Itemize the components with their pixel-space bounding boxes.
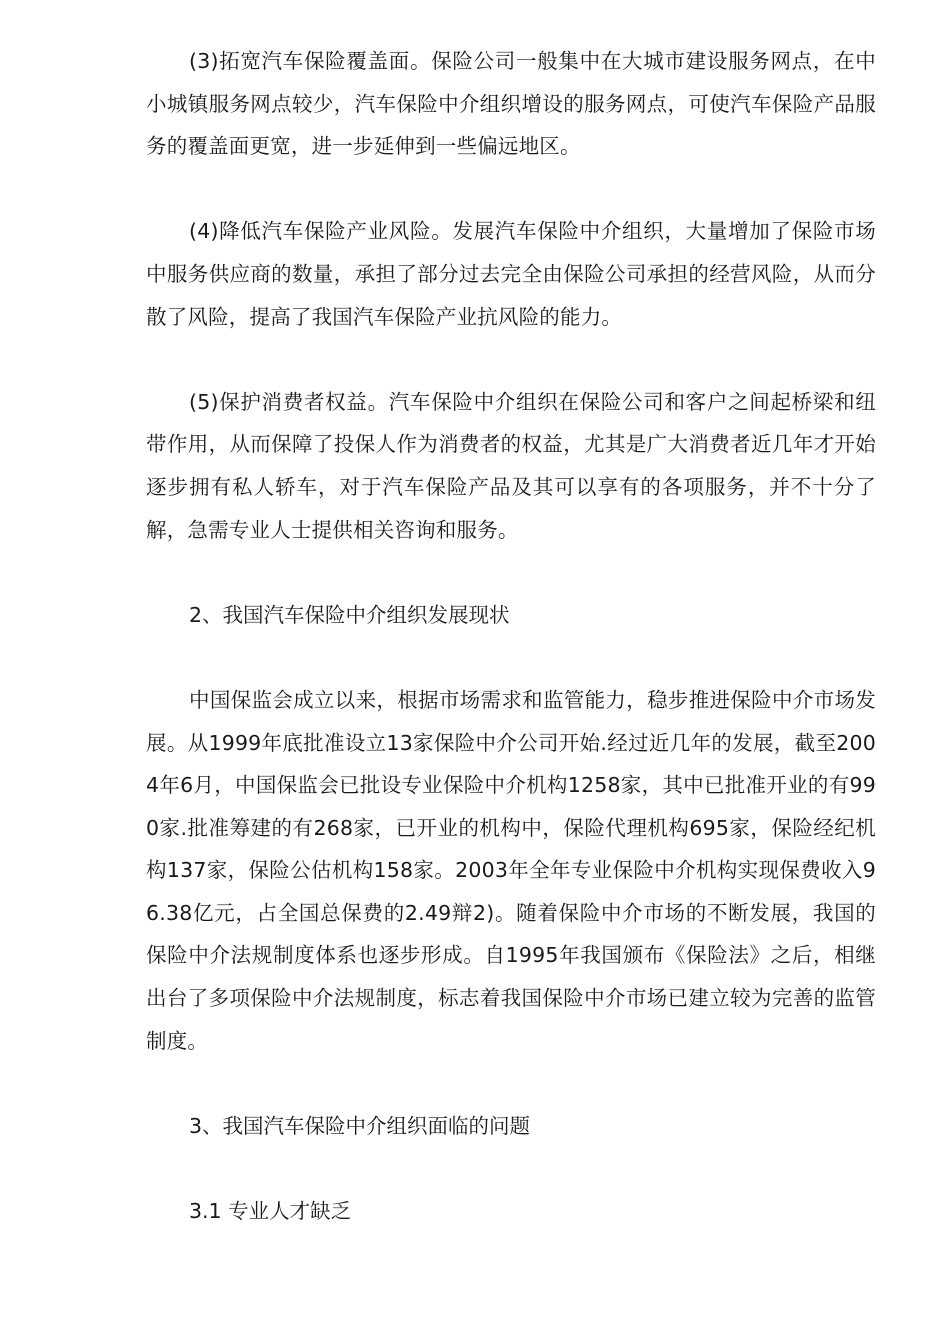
paragraph-consumer-rights: (5)保护消费者权益。汽车保险中介组织在保险公司和客户之间起桥梁和纽带作用，从而保障了投保人作为消费者的权益，尤其是广大消费者近几年才开始逐步拥有私人轿车，对于汽车保险产品及其可以享有的各项服务，并不十分了解，急需专业人士提供相关咨询和服务。: [146, 389, 876, 542]
paragraph-gap: [146, 168, 876, 211]
paragraph-risk: (4)降低汽车保险产业风险。发展汽车保险中介组织，大量增加了保险市场中服务供应商的数量，承担了部分过去完全由保险公司承担的经营风险，从而分散了风险，提高了我国汽车保险产业抗风险的能力。: [146, 219, 876, 329]
paragraph-gap: [146, 551, 876, 594]
section-heading-2: 2、我国汽车保险中介组织发展现状: [189, 602, 510, 627]
paragraph-gap: [146, 1147, 876, 1190]
paragraph-gap: [146, 1062, 876, 1105]
document-page: [146, 40, 876, 1233]
paragraph-development-status: 中国保监会成立以来，根据市场需求和监管能力，稳步推进保险中介市场发展。从1999年底批准设立13家保险中介公司开始.经过近几年的发展，截至2004年6月，中国保监会已批设专业保险中介机构1258家，其中已批准开业的有990家.批准筹建的有268家，已开业的机构中，保险代理机构695家，保险经纪机构137家，保险公估机构158家。2003年全年专业保险中介机构实现保费收入96.38亿元，占全国总保费的2.49辩2)。随着保险中介市场的不断发展，我国的保险中介法规制度体系也逐步形成。自1995年我国颁布《保险法》之后，相继出台了多项保险中介法规制度，标志着我国保险中介市场已建立较为完善的监管制度。: [146, 687, 876, 1053]
paragraph-gap: [146, 338, 876, 381]
subsection-heading-3-1: 3.1 专业人才缺乏: [189, 1199, 352, 1224]
section-heading-3: 3、我国汽车保险中介组织面临的问题: [189, 1113, 531, 1138]
paragraph-coverage: (3)拓宽汽车保险覆盖面。保险公司一般集中在大城市建设服务网点，在中小城镇服务网点较少，汽车保险中介组织增设的服务网点，可使汽车保险产品服务的覆盖面更宽，进一步延伸到一些偏远地区。: [146, 49, 876, 159]
paragraph-gap: [146, 636, 876, 679]
